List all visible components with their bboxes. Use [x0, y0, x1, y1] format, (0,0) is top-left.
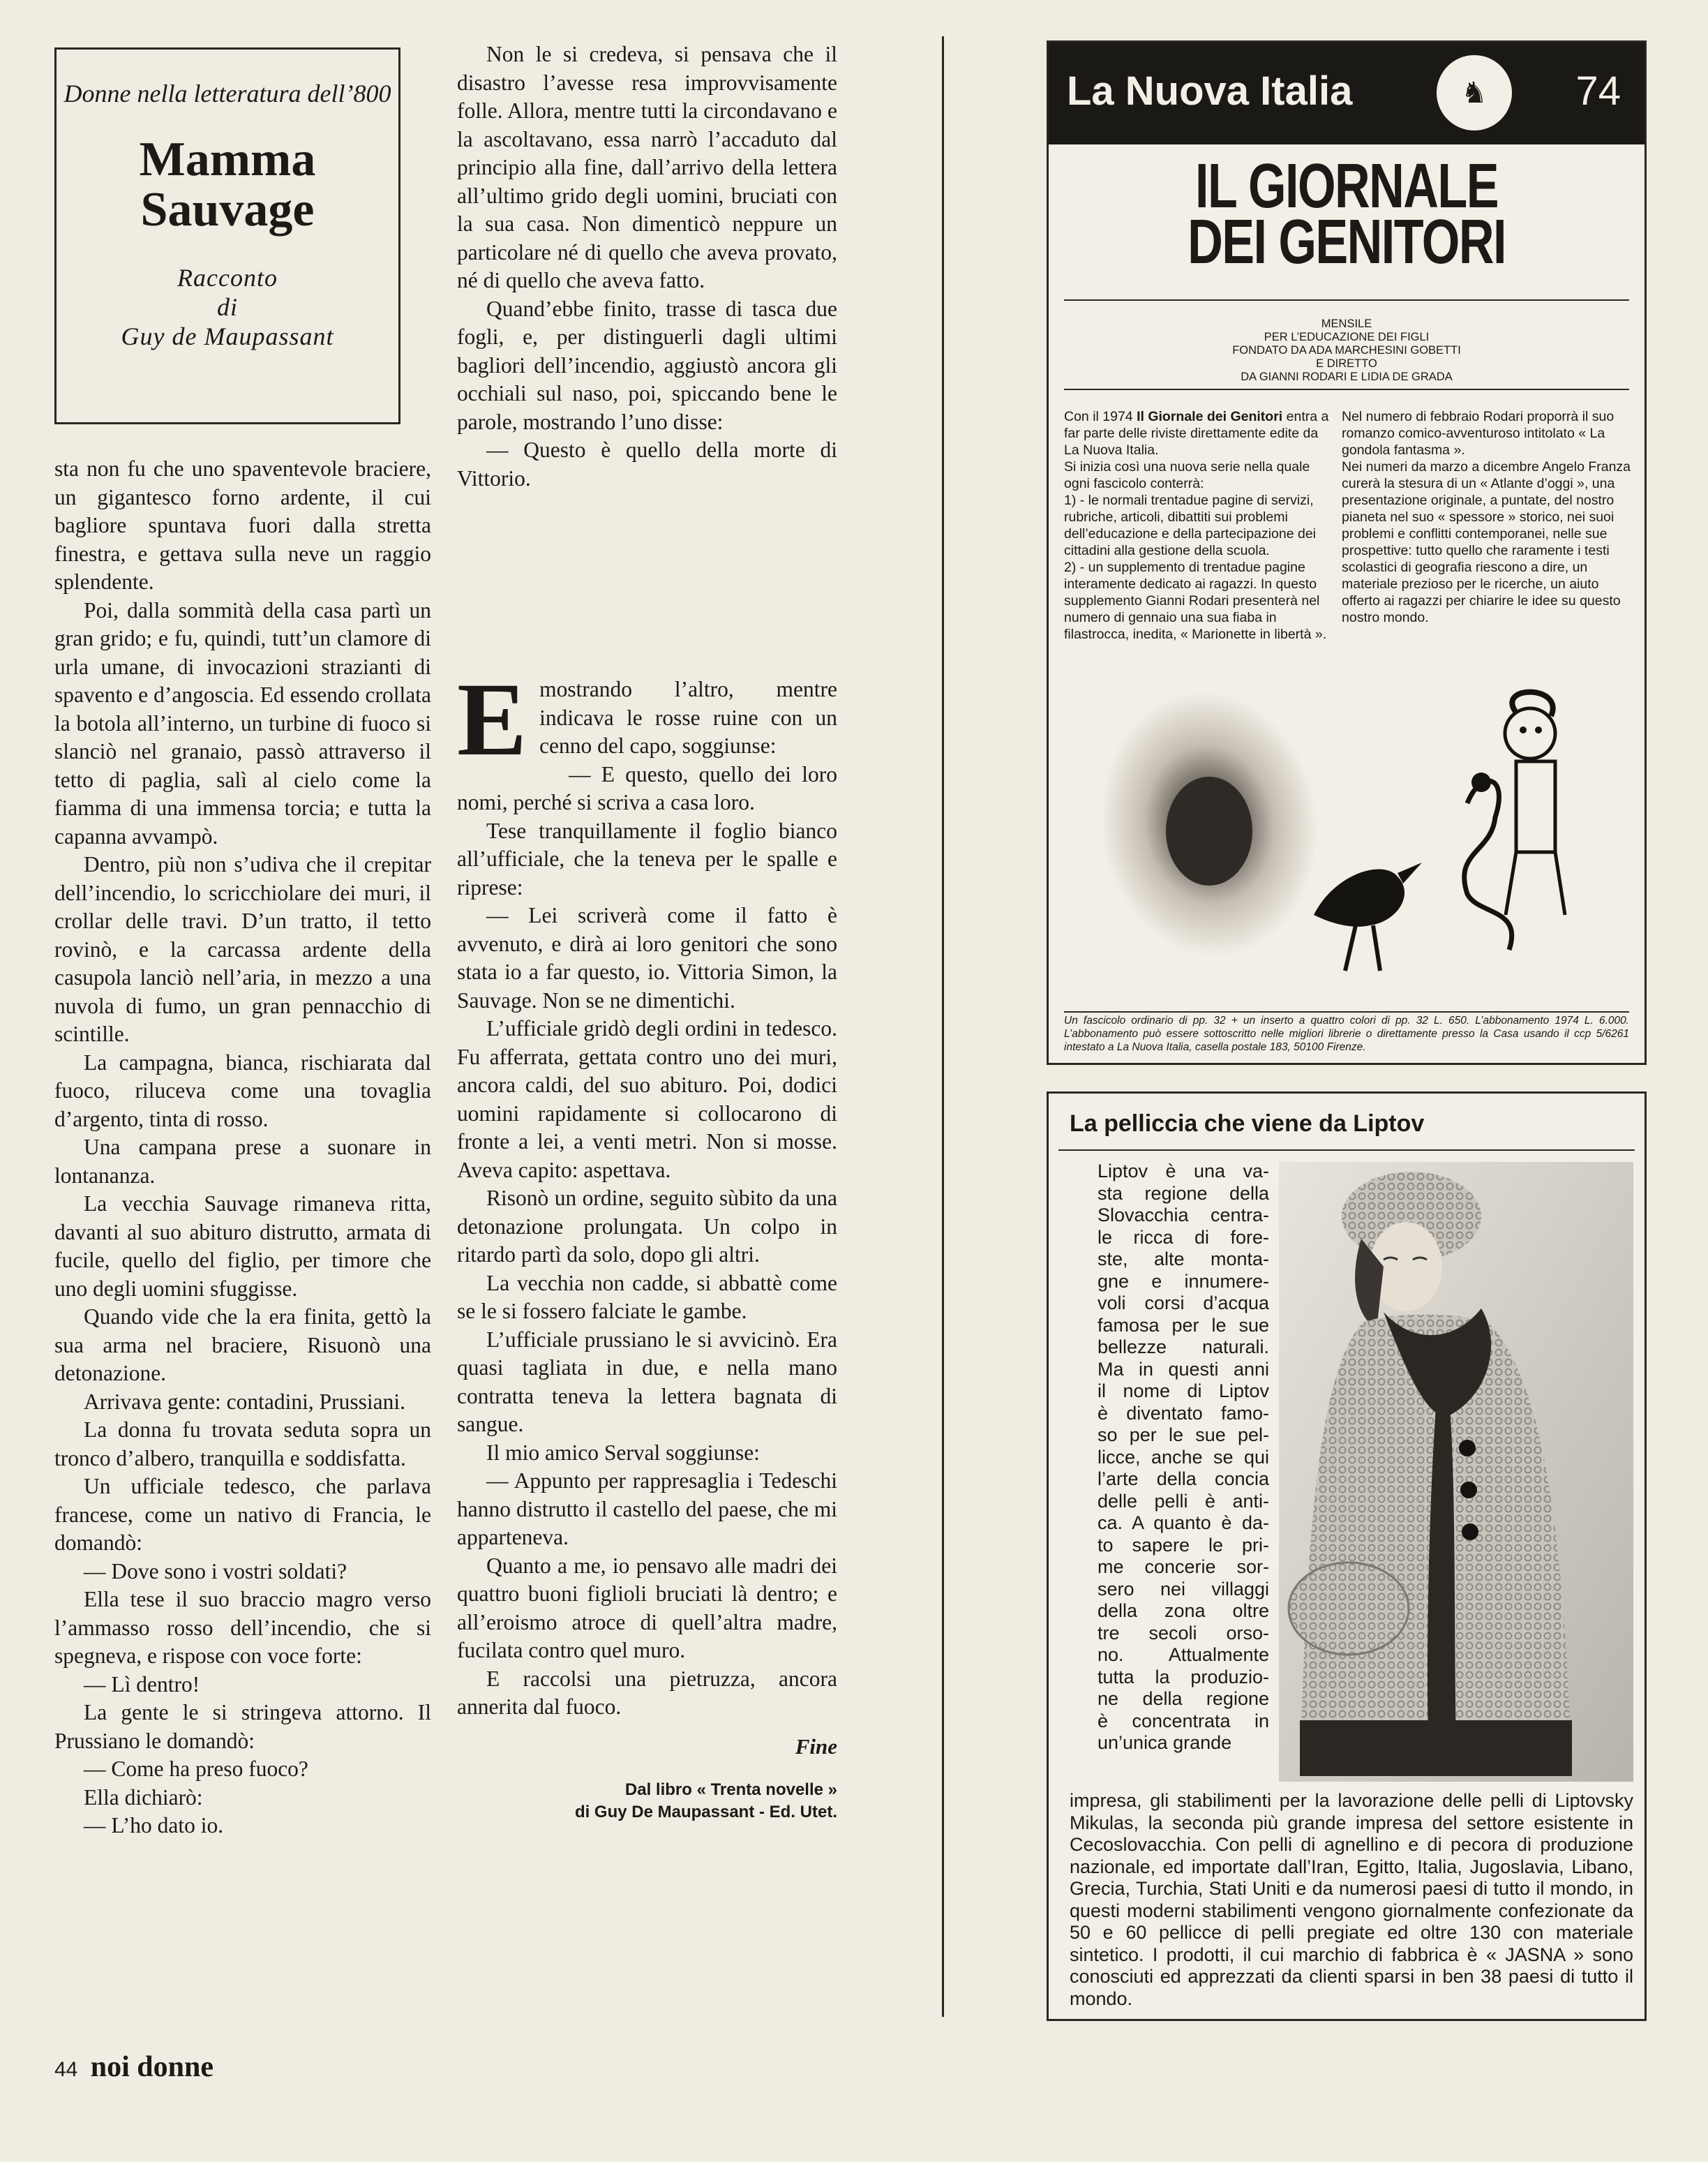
ad-info-line: FONDATO DA ADA MARCHESINI GOBETTI — [1232, 344, 1461, 357]
story-paragraph: Tese tranquillamente il foglio bianco all’ufficiale, che la teneva per le spalle e riprese: — [457, 818, 837, 900]
story-paragraph: Ella tese il suo braccio magro verso l’ammasso rosso dell’incendio, che si spegneva, e rispose con voce forte: — [54, 1587, 431, 1668]
story-paragraph: Arrivava gente: contadini, Prussiani. — [84, 1389, 406, 1414]
fur-coat-photo — [1279, 1162, 1633, 1782]
fur-text-line: tre secoli orso- — [1098, 1622, 1269, 1643]
fur-text-line: ca. A quanto è da- — [1098, 1512, 1269, 1533]
publisher-name: La Nuova Italia — [1067, 68, 1353, 114]
ad-divider — [1064, 1011, 1629, 1013]
fur-text-line: Slovacchia centra- — [1098, 1205, 1269, 1225]
fur-title-divider — [1058, 1149, 1635, 1151]
story-kicker — [57, 79, 398, 108]
story-paragraph: L’ufficiale gridò degli ordini in tedesco. Fu afferrata, gettata contro uno dei muri, ancora caldi, del suo abituro. Poi, dodici uomini rapidamente si collocarono di fronte a lei, a venti metri. Non si mosse. Aveva capito: aspettava. — [457, 1016, 837, 1182]
story-paragraph: Il mio amico Serval soggiunse: — [486, 1440, 760, 1465]
ad-number: 74 — [1575, 68, 1621, 114]
ad-header — [1049, 43, 1645, 144]
fur-article-title: La pelliccia che viene da Liptov — [1070, 1110, 1425, 1137]
fur-text-line: ste, alte monta- — [1098, 1248, 1269, 1269]
fur-text-line: bellezze naturali. — [1098, 1336, 1269, 1357]
story-paragraph: — E questo, quello dei loro nomi, perché si scriva a casa loro. — [457, 761, 837, 814]
story-title — [57, 135, 398, 235]
fur-text-line: no. Attualmente — [1098, 1644, 1269, 1665]
ad-text-left — [1064, 408, 1332, 643]
title-line-1: Mamma — [139, 133, 316, 186]
story-paragraph: Ella dichiarò: — [84, 1784, 203, 1810]
ad-left-lines — [1064, 459, 1332, 643]
story-column-2-bottom — [457, 662, 837, 1824]
ad-paragraph: 1) - le normali trentadue pagine di servizi, rubriche, articoli, dibattiti sui problemi dell’educazione e della partecipazione dei cittadini alla gestione della scuola. — [1064, 493, 1317, 558]
story-column-1 — [54, 455, 431, 1840]
fur-text-line: ne della regione — [1098, 1688, 1269, 1709]
fur-text-line: è diventato famo- — [1098, 1402, 1269, 1424]
ad-info-line: MENSILE — [1321, 318, 1372, 330]
story-title-box — [54, 47, 400, 424]
story-paragraph: — Questo è quello della morte di Vittorio. — [457, 438, 837, 491]
ad-info-line: PER L’EDUCAZIONE DEI FIGLI — [1264, 331, 1430, 343]
story-paragraph: La campagna, bianca, rischiarata dal fuoco, riluceva come una tovaglia d’argento, tinta di rosso. — [54, 1050, 431, 1131]
story-paragraph: — Come ha preso fuoco? — [84, 1757, 308, 1781]
story-paragraph: — Lei scriverà come il fatto è avvenuto, e dirà ai loro genitori che sono stata io a far questo, io. Vittoria Simon, la Sauvage. Non se ne dimentichi. — [457, 903, 837, 1013]
credit-line-1: Dal libro « Trenta novelle » — [624, 1780, 837, 1799]
story-paragraph: Quand’ebbe finito, trasse di tasca due fogli, e, per distinguerli dagli ultimi bagliori dell’incendio, aggiustò ancora gli occhiali sul naso, poi, spiccando bene le parole, mostrando l’uno disse: — [457, 296, 837, 434]
fur-text-line: un’unica grande — [1098, 1732, 1232, 1753]
story-paragraph: — L’ho dato io. — [84, 1813, 224, 1837]
story-paragraph: E raccolsi una pietruzza, ancora annerita dal fuoco. — [457, 1666, 837, 1719]
giornale-genitori-ad — [1047, 40, 1647, 1065]
fur-text-wide — [1070, 1790, 1633, 2010]
story-paragraph: — Appunto per rappresaglia i Tedeschi hanno distrutto il castello del paese, che mi apparteneva. — [457, 1468, 837, 1549]
story-paragraph: Non le si credeva, si pensava che il disastro l’avesse resa improvvisamente folle. Allora, mentre tutti la circondavano e la ascoltavano, essa narrò l’accaduto dal principio alla fine, dall’arrivo della lettera all’ultimo grido degli uomini, bruciati con la sua casa. Non dimenticò neppure un particolare né di quello che aveva provato, né di quello che aveva fatto. — [457, 42, 837, 292]
story-paragraph: La donna fu trovata seduta sopra un tronco d’albero, tranquilla e soddisfatta. — [54, 1417, 431, 1470]
story-paragraph: Quanto a me, io pensavo alle madri dei quattro buoni figlioli bruciati là dentro; e all’eroismo atroce di quell’altra madre, fucilata contro quel muro. — [457, 1553, 837, 1662]
ad-masthead — [1114, 151, 1579, 277]
story-paragraph: Poi, dalla sommità della casa partì un gran grido; e fu, quindi, tutt’un clamore di urla umane, di invocazioni strazianti di spavento e d’angoscia. Ed essendo crollata la botola all’interno, un turbine di fuoco si slanciò nel granaio, passò attraverso il tetto di paglia, salì al cielo come la fiamma di una immensa torcia; e tutta la capanna avvampò. — [54, 597, 431, 849]
fur-text-line: Ma in questi anni — [1098, 1358, 1269, 1380]
fur-text-line: è concentrata in — [1098, 1710, 1269, 1731]
page-number: 44 — [54, 2058, 78, 2081]
fur-text-line: to sapere le pri- — [1098, 1534, 1269, 1556]
story-paragraph: La vecchia Sauvage rimaneva ritta, davanti al suo abituro distrutto, armata di fucile, quello del figlio, per timore che uno degli uomini sfuggisse. — [54, 1191, 431, 1301]
ad-divider — [1064, 299, 1629, 301]
story-paragraph: La gente le si stringeva attorno. Il Prussiano le domandò: — [54, 1700, 431, 1753]
fur-article-box — [1047, 1091, 1647, 2021]
subtitle-line-2: di — [216, 293, 238, 321]
story-paragraph: La vecchia non cadde, si abbattè come se le si fossero falciate le gambe. — [457, 1270, 837, 1323]
ad-info — [1049, 318, 1645, 384]
story-end-mark: Fine — [795, 1734, 837, 1759]
story-paragraph: Un ufficiale tedesco, che parlava francese, come un nativo di Francia, le domandò: — [54, 1474, 431, 1555]
fur-text-line: licce, anche se qui — [1098, 1446, 1269, 1468]
credit-line-2: di Guy De Maupassant - Ed. Utet. — [574, 1803, 837, 1821]
fur-text-line: l’arte della concia — [1098, 1468, 1269, 1489]
ad-intro — [1064, 408, 1332, 459]
fur-text-line: delle pelli è anti- — [1098, 1490, 1269, 1512]
masthead-line-2: DEI GENITORI — [1188, 207, 1506, 277]
page-footer — [54, 2050, 214, 2084]
fur-paragraph-wide: impresa, gli stabilimenti per la lavorazione delle pelli di Liptovsky Mikulas, la seconda più grande impresa del settore esistente in Cecoslovacchia. Con pelli di agnellino e di pecora di produzione nazionale, ed importate dall’Iran, Egitto, Italia, Jugoslavia, Libano, Grecia, Turchia, Stati Uniti e da numerosi paesi di tutto il mondo, in questi moderni stabilimenti vengono giornalmente confezionate da 50 e 60 pellicce di pelli pregiate ed oltre 130 con materiale sintetico. I prodotti, il cui marchio di fabbrica è « JASNA » sono conosciuti ed apprezzati da clienti sparsi in ben 38 paesi di tutto il mondo. — [1070, 1790, 1633, 2009]
drop-cap: E — [457, 662, 527, 777]
story-paragraph: L’ufficiale prussiano le si avvicinò. Era quasi tagliata in due, e nella mano contratta teneva la lettera bagnata di sangue. — [457, 1327, 837, 1436]
story-paragraph: — Lì dentro! — [84, 1671, 200, 1697]
fur-text-line: me concerie sor- — [1098, 1556, 1269, 1577]
fur-text-line: sta regione della — [1098, 1182, 1269, 1204]
story-paragraph: sta non fu che uno spaventevole braciere, un gigantesco forno ardente, il cui bagliore spuntava fuori dalla stretta finestra, e gettava sulla neve un raggio splendente. — [54, 456, 431, 594]
ad-intro-rest: entra a far parte delle riviste direttamente edite da La Nuova Italia. — [1064, 409, 1329, 458]
subtitle-line-3: Guy de Maupassant — [121, 322, 334, 350]
fur-text-line: famosa per le sue — [1098, 1314, 1269, 1336]
ad-info-line: DA GIANNI RODARI E LIDIA DE GRADA — [1241, 371, 1453, 383]
ad-intro-bold: Il Giornale dei Genitori — [1137, 409, 1283, 424]
column-2-paragraphs — [457, 662, 837, 1722]
story-paragraph: — Dove sono i vostri soldati? — [84, 1558, 347, 1583]
fur-text-line: della zona oltre — [1098, 1600, 1269, 1621]
ad-paragraph: Nel numero di febbraio Rodari proporrà il suo romanzo comico-avventuroso intitolato « La gondola fantasma ». — [1342, 409, 1615, 458]
ad-paragraph: Si inizia così una nuova serie nella quale ogni fascicolo conterrà: — [1064, 459, 1310, 491]
subtitle-line-1: Racconto — [177, 264, 278, 292]
ad-paragraph: Nei numeri da marzo a dicembre Angelo Franza curerà la stesura di un « Atlante d’oggi », una presentazione originale, a puntate, del nostro pianeta nel suo « spessore » storico, nei suoi problemi e conflitti contemporanei, nelle sue prospettive: tutto quello che raramente i testi scolastici di geografia riescono a dire, un materiale prezioso per le ricerche, un aiuto offerto ai ragazzi per chiarire le idee su questo nostro mondo. — [1342, 459, 1631, 625]
masthead-line-1: IL GIORNALE — [1195, 151, 1498, 221]
ad-intro-text: Con il 1974 — [1064, 409, 1133, 424]
fur-text-line: sero nei villaggi — [1098, 1578, 1269, 1600]
fur-text-line: voli corsi d’acqua — [1098, 1292, 1269, 1313]
ad-paragraph: 2) - un supplemento di trentadue pagine interamente dedicato ai ragazzi. In questo supplemento Gianni Rodari presenterà nel numero di gennaio una sua fiaba in filastrocca, inedita, « Marionette in libertà ». — [1064, 560, 1327, 642]
ad-footer-text: Un fascicolo ordinario di pp. 32 + un inserto a quattro colori di pp. 32 L. 650. L’abbonamento 1974 L. 6.000. L’abbonamento può essere sottoscritto nelle migliori librerie o direttamente presso la Casa usando il ccp 5/6261 intestato a La Nuova Italia, casella postale 183, 50100 Firenze. — [1064, 1015, 1629, 1053]
ad-info-line: E DIRETTO — [1316, 357, 1377, 370]
fur-text-line: so per le sue pel- — [1098, 1424, 1269, 1445]
story-paragraph: mostrando l’altro, mentre indicava le rosse ruine con un cenno del capo, soggiunse: — [539, 677, 837, 758]
ad-text-right — [1342, 408, 1633, 626]
fur-text-line: le ricca di fore- — [1098, 1226, 1269, 1248]
fur-text-line: Liptov è una va- — [1098, 1161, 1269, 1181]
publisher-logo-icon: ♞ — [1437, 55, 1512, 131]
story-paragraph: Risonò un ordine, seguito sùbito da una detonazione prolungata. Un colpo in ritardo partì da solo, dopo gli altri. — [457, 1186, 837, 1267]
column-divider — [942, 36, 944, 2017]
fur-text-line: il nome di Liptov — [1098, 1380, 1269, 1401]
story-paragraph: Dentro, più non s’udiva che il crepitar dell’incendio, lo scricchiolare dei muri, il crollar delle travi. D’un tratto, il tetto rovinò, e la carcassa ardente della casupola lanciò nell’aria, in mezzo a una nuvola di fumo, un gran pennacchio di scintille. — [54, 852, 431, 1046]
ad-divider — [1064, 389, 1629, 390]
story-paragraph: Quando vide che la era finita, gettò la sua arma nel braciere, Risuonò una detonazione. — [54, 1304, 431, 1385]
fur-text-narrow — [1098, 1161, 1269, 1754]
story-paragraph: Una campana prese a suonare in lontananza. — [54, 1135, 431, 1188]
fur-text-line: tutta la produzio- — [1098, 1666, 1269, 1687]
magazine-name: noi donne — [90, 2051, 214, 2083]
story-column-2-top — [457, 40, 837, 493]
fur-text-line: gne e innumere- — [1098, 1270, 1269, 1292]
kicker-text: Donne nella letteratura dell’800 — [63, 80, 391, 107]
title-line-2: Sauvage — [140, 183, 315, 237]
story-credit — [457, 1779, 837, 1824]
story-subtitle — [57, 263, 398, 351]
children-drawing-illustration — [1104, 685, 1607, 1013]
